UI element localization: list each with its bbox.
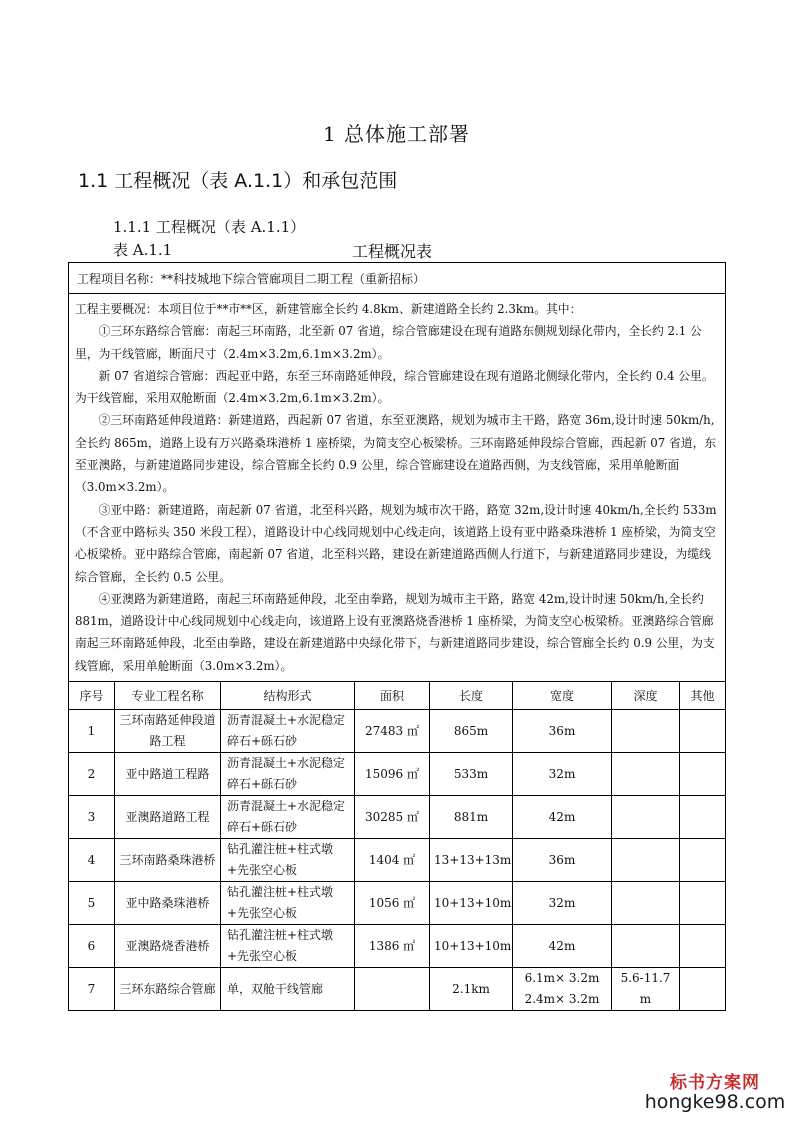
watermark-name: 标书方案网 [670, 1073, 760, 1093]
subsection-title: 1.1.1 工程概况（表 A.1.1） [113, 218, 306, 236]
table-row [69, 925, 726, 968]
cell-depth [612, 839, 680, 882]
cell-other [680, 968, 726, 1011]
cell-width: 32m [513, 753, 612, 796]
cell-area: 27483 ㎡ [355, 710, 430, 753]
cell-structure: 钻孔灌注桩+柱式墩+先张空心板 [221, 882, 355, 925]
column-header: 序号 [69, 682, 115, 710]
chapter-title: 1 总体施工部署 [322, 122, 471, 146]
table-row [69, 710, 726, 753]
cell-length: 881m [430, 796, 513, 839]
cell-width: 36m [513, 839, 612, 882]
cell-structure: 沥青混凝土+水泥稳定碎石+砾石砂 [221, 710, 355, 753]
overview-paragraph: 新 07 省道综合管廊：西起亚中路，东至三环南路延伸段，综合管廊建设在现有道路北侧绿化带内，全长约 0.4 公里。为干线管廊，采用双舱断面（2.4m×3.2m,6.1m×3.2m）。 [75, 368, 714, 406]
cell-depth: 5.6-11.7 m [612, 968, 680, 1011]
column-header: 长度 [430, 682, 513, 710]
cell-width: 42m [513, 796, 612, 839]
cell-width: 42m [513, 925, 612, 968]
table-row [69, 796, 726, 839]
cell-structure: 钻孔灌注桩+柱式墩+先张空心板 [221, 925, 355, 968]
cell-no: 5 [69, 882, 115, 925]
cell-length: 10+13+10m [430, 925, 513, 968]
cell-area: 30285 ㎡ [355, 796, 430, 839]
project-name: 工程项目名称：**科技城地下综合管廊项目二期工程（重新招标） [69, 263, 726, 294]
overview-paragraph: ③亚中路：新建道路，南起新 07 省道，北至科兴路，规划为城市次干路，路宽 32m,设计时速 40km/h,全长约 533m（不含亚中路标头 350 米段工程），道路设计中心线同规划中心线走向，该道路上设有亚中路桑珠港桥 1 座桥梁，为简支空心板梁桥。亚中路综合管廊，南起新 07 省道，北至科兴路，建设在新建道路西侧人行道下，与新建道路同步建设，为缆线综合管廊，全长约 0.5 公里。 [75, 502, 717, 584]
column-header: 结构形式 [221, 682, 355, 710]
cell-length: 10+13+10m [430, 882, 513, 925]
cell-depth [612, 925, 680, 968]
cell-other [680, 753, 726, 796]
cell-other [680, 710, 726, 753]
cell-area [355, 968, 430, 1011]
table-number: 表 A.1.1 [113, 241, 173, 259]
cell-depth [612, 710, 680, 753]
cell-name: 亚中路桑珠港桥 [115, 882, 221, 925]
table-title: 工程概况表 [352, 242, 433, 261]
cell-width: 32m [513, 882, 612, 925]
cell-name: 三环南路延伸段道路工程 [115, 710, 221, 753]
column-header: 专业工程名称 [115, 682, 221, 710]
cell-length: 533m [430, 753, 513, 796]
overview-paragraph: ④亚澳路为新建道路，南起三环南路延伸段，北至由拳路，规划为城市主干路，路宽 42m,设计时速 50km/h,全长约 881m，道路设计中心线同规划中心线走向，该道路上设有亚澳路烧香港桥 1 座桥梁，为简支空心板梁桥。亚澳路综合管廊南起三环南路延伸段，北至由拳路，建设在新建道路中央绿化带下，与新建道路同步建设，综合管廊全长约 0.9 公里，为支线管廊，采用单舱断面（3.0m×3.2m）。 [75, 591, 715, 673]
table-row [69, 882, 726, 925]
project-overview-table [68, 262, 726, 1011]
cell-depth [612, 796, 680, 839]
cell-structure: 沥青混凝土+水泥稳定碎石+砾石砂 [221, 753, 355, 796]
overview-paragraph: ①三环东路综合管廊：南起三环南路，北至新 07 省道，综合管廊建设在现有道路东侧规划绿化带内，全长约 2.1 公里，为干线管廊，断面尺寸（2.4m×3.2m,6.1m×3.2m）。 [75, 324, 702, 361]
cell-length: 865m [430, 710, 513, 753]
column-header: 深度 [612, 682, 680, 710]
watermark-url: hongke98.com [644, 1091, 786, 1113]
cell-name: 三环东路综合管廊 [115, 968, 221, 1011]
cell-length: 13+13+13m [430, 839, 513, 882]
cell-other [680, 882, 726, 925]
cell-area: 1056 ㎡ [355, 882, 430, 925]
cell-other [680, 839, 726, 882]
cell-no: 3 [69, 796, 115, 839]
overview-intro: 工程主要概况：本项目位于**市**区，新建管廊全长约 4.8km、新建道路全长约 2.3km。其中： [75, 302, 582, 316]
table-header-row [69, 682, 726, 710]
column-header: 面积 [355, 682, 430, 710]
cell-no: 2 [69, 753, 115, 796]
column-header: 其他 [680, 682, 726, 710]
cell-no: 4 [69, 839, 115, 882]
cell-name: 亚澳路道路工程 [115, 796, 221, 839]
cell-no: 1 [69, 710, 115, 753]
cell-other [680, 925, 726, 968]
cell-no: 7 [69, 968, 115, 1011]
cell-other [680, 796, 726, 839]
table-row [69, 968, 726, 1011]
table-row [69, 753, 726, 796]
cell-width: 36m [513, 710, 612, 753]
cell-area: 1386 ㎡ [355, 925, 430, 968]
watermark-logo [640, 1068, 790, 1113]
cell-name: 三环南路桑珠港桥 [115, 839, 221, 882]
column-header: 宽度 [513, 682, 612, 710]
cell-structure: 沥青混凝土+水泥稳定碎石+砾石砂 [221, 796, 355, 839]
project-overview [69, 294, 726, 682]
cell-length: 2.1km [430, 968, 513, 1011]
cell-structure: 钻孔灌注桩+柱式墩+先张空心板 [221, 839, 355, 882]
cell-name: 亚中路道工程路 [115, 753, 221, 796]
cell-area: 1404 ㎡ [355, 839, 430, 882]
section-title: 1.1 工程概况（表 A.1.1）和承包范围 [78, 170, 398, 192]
table-row [69, 839, 726, 882]
cell-name: 亚澳路烧香港桥 [115, 925, 221, 968]
cell-structure: 单，双舱干线管廊 [221, 968, 355, 1011]
cell-area: 15096 ㎡ [355, 753, 430, 796]
cell-no: 6 [69, 925, 115, 968]
cell-depth [612, 753, 680, 796]
cell-width: 6.1m× 3.2m 2.4m× 3.2m [513, 968, 612, 1011]
cell-depth [612, 882, 680, 925]
overview-paragraph: ②三环南路延伸段道路：新建道路，西起新 07 省道，东至亚澳路，规划为城市主干路，路宽 36m,设计时速 50km/h,全长约 865m，道路上设有万兴路桑珠港桥 1 座桥梁，为简支空心板梁桥。三环南路延伸段综合管廊，西起新 07 省道，东至亚澳路，与新建道路同步建设，综合管廊全长约 0.9 公里，综合管廊建设在道路西侧，为支线管廊，采用单舱断面（3.0m×3.2m）。 [75, 413, 717, 495]
